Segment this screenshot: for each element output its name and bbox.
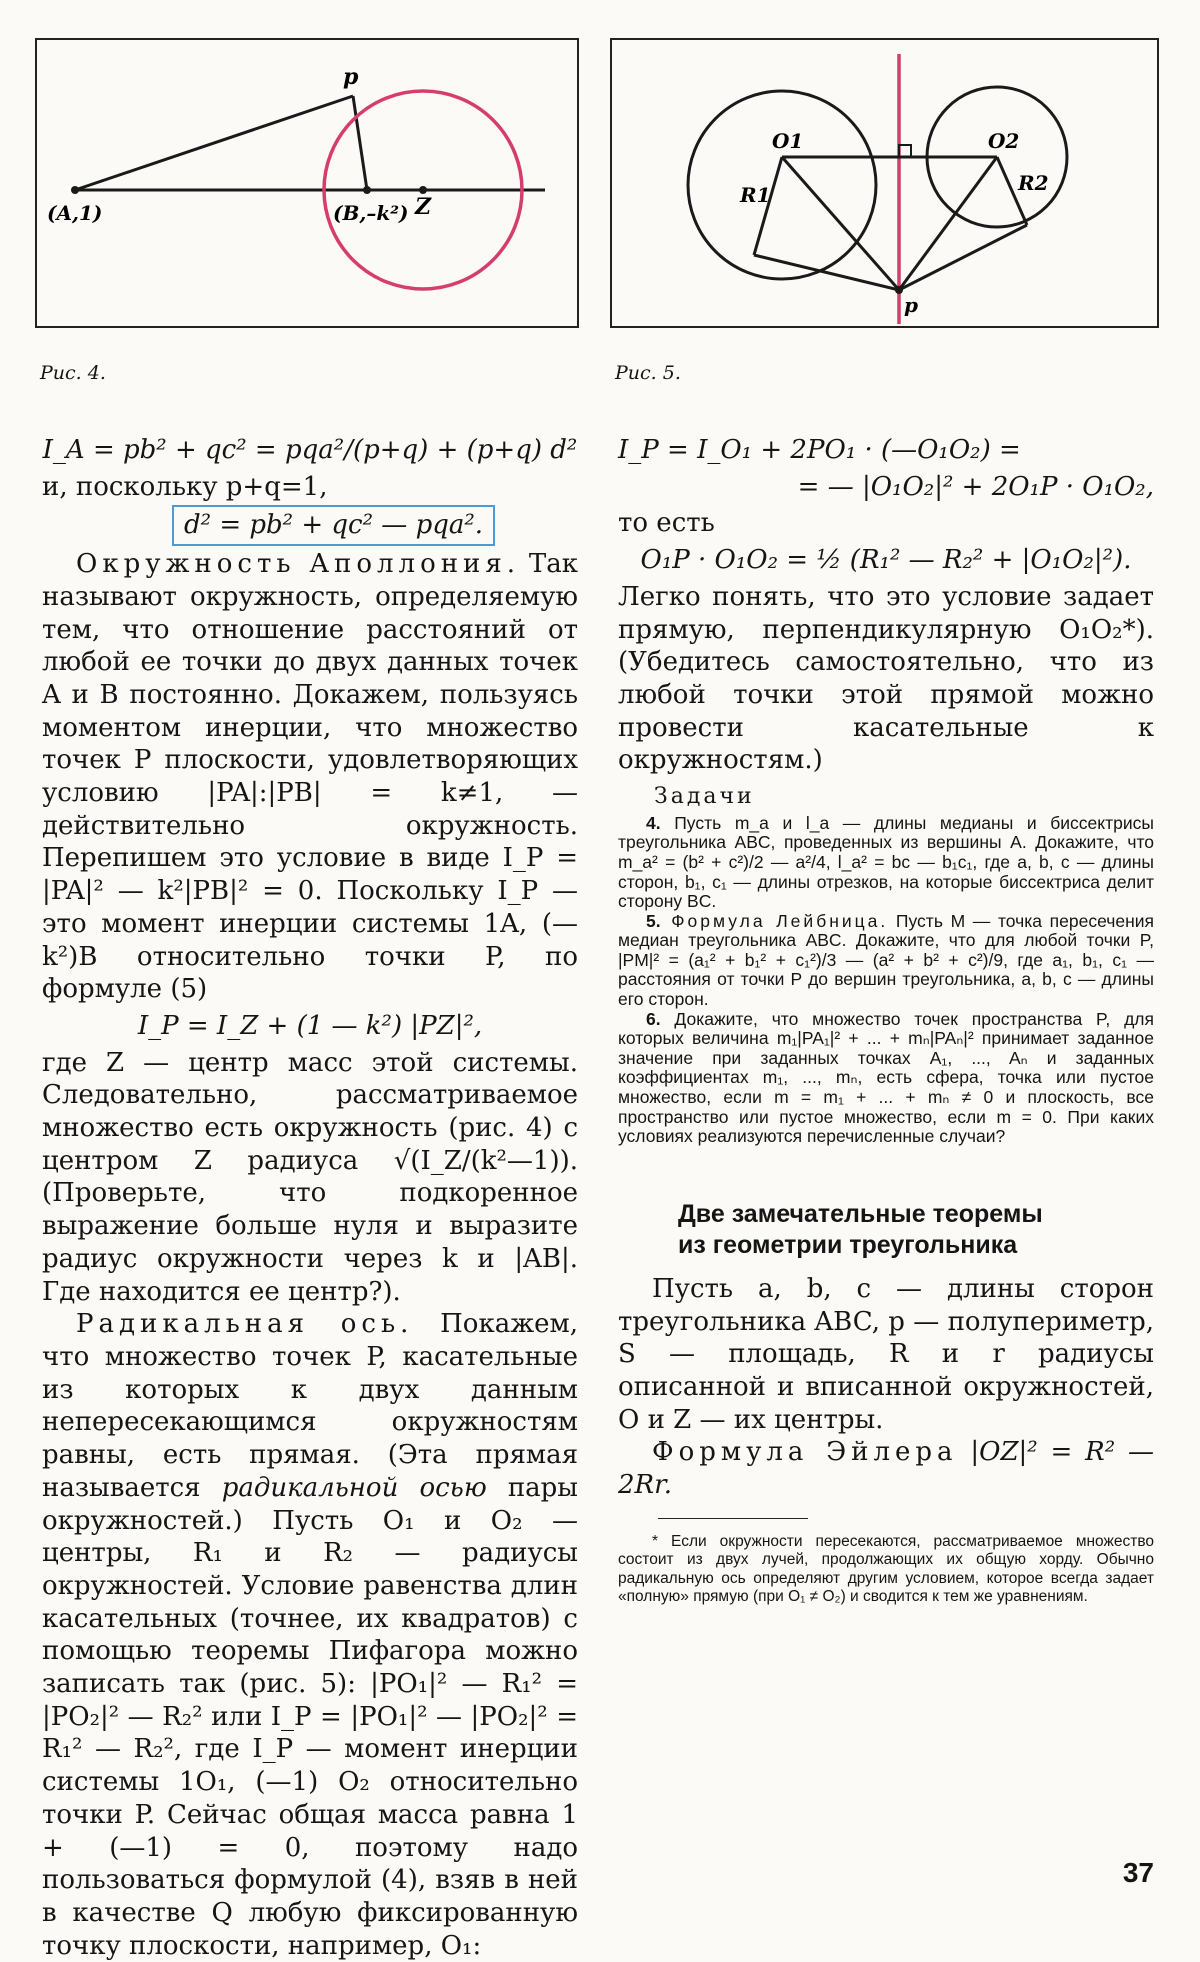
point-b xyxy=(363,186,371,194)
circle-o1 xyxy=(688,91,876,279)
segment-po1 xyxy=(782,157,899,290)
figure-5 xyxy=(610,38,1159,328)
apollonius-title: Окружность Аполлония. xyxy=(76,549,521,580)
page-number: 37 xyxy=(1122,1857,1154,1888)
equation-ip: I_P = I_Z + (1 — k²) |PZ|², xyxy=(137,1010,483,1041)
task-5-number: 5. xyxy=(646,910,661,931)
paragraph-apollonius xyxy=(42,548,578,1006)
apollonius-text: Так называют окружность, определяемую тем, что отношение расстояний от любой ее точки до двух данных точек A и B постоянно. Докажем, пользуясь моментом инерции, что множество точек P плоскости, удовлетворяющих условию |PA|:|PB| = k≠1, — действительно окружность. Перепишем это условие в виде I_P = |PA|² — k²|PB|² = 0. Поскольку I_P — это момент инерции системы 1A, (—k²)B относительно точки P, по формуле (5) xyxy=(42,549,578,1005)
footnote-rule xyxy=(658,1518,808,1519)
task-5 xyxy=(618,912,1154,1010)
figure-5-caption: Рис. 5. xyxy=(615,362,681,384)
footnote: * Если окружности пересекаются, рассматриваемое множество состоит из двух лучей, продолжающих их общую хорду. Обычно радикальную ось определяют другим условием, которое всегда задает «полную» прямую (при O₁ ≠ O₂) и сводится к тем же уравнениям. xyxy=(618,1532,1154,1606)
euler-formula: |OZ|² = R² — 2Rr. xyxy=(618,1437,1154,1501)
label-bk: (B,–k²) xyxy=(333,201,409,225)
equation-dot-product: O₁P · O₁O₂ = ½ (R₁² — R₂² + |O₁O₂|²). xyxy=(640,545,1132,576)
left-column xyxy=(42,430,578,1962)
figure-4-drawing xyxy=(37,40,577,326)
section-heading-line-2: из геометрии треугольника xyxy=(678,1230,1018,1259)
section-heading-line-1: Две замечательные теоремы xyxy=(678,1199,1043,1228)
radical-italic: радикальной осью xyxy=(221,1472,487,1503)
segment-po2 xyxy=(899,157,997,290)
label-r2: R2 xyxy=(1018,171,1049,195)
figure-5-drawing xyxy=(612,40,1157,326)
section-heading xyxy=(678,1199,1154,1261)
paragraph-radical-axis xyxy=(42,1308,578,1962)
tangent-1 xyxy=(754,255,899,290)
label-z: Z xyxy=(415,194,432,220)
radical-text-1: Покажем, что множество точек P, касательные из которых к двух данным непересекающимся окружностям равны, есть прямая. (Эта прямая называется xyxy=(42,1309,578,1503)
tangent-2 xyxy=(899,225,1027,290)
point-z xyxy=(419,186,427,194)
paragraph-center: где Z — центр масс этой системы. Следовательно, рассматриваемое множество есть окружность (рис. 4) с центром Z радиуса √(I_Z/(k²—1)). (Проверьте, что подкоренное выражение больше нуля и выразите радиус окружности через k и |AB|. Где находится ее центр?). xyxy=(42,1047,578,1307)
boxed-equation: d² = pb² + qc² — pqa². xyxy=(172,505,495,546)
paragraph-since: и, поскольку p+q=1, xyxy=(42,471,328,502)
equation-ia: I_A = pb² + qc² = pqa²/(p+q) + (p+q) d² xyxy=(42,435,578,465)
tasks-title: Задачи xyxy=(654,784,755,810)
task-4-text: Пусть m_a и l_a — длины медианы и биссектрисы треугольника ABC, проведенных из вершины A. Докажите, что m_a² = (b² + c²)/2 — a²/4, l_a² = bc — b₁c₁, где a, b, c — длины сторон, b₁, c₁ — длины отрезков, на которые биссектриса делит сторону BC. xyxy=(618,812,1154,912)
task-5-text: Пусть M — точка пересечения медиан треугольника ABC. Докажите, что для любой точки P, |PM|² = (a₁² + b₁² + c₁²)/3 — (a² + b² + c²)/9, где a₁, b₁, c₁ — расстояния от точки P до вершин треугольника, a, b, c — длины его сторон. xyxy=(618,910,1154,1010)
label-o2: O2 xyxy=(988,129,1020,153)
paragraph-easy: Легко понять, что это условие задает прямую, перпендикулярную O₁O₂*). (Убедитесь самостоятельно, что из любой точки этой прямой можно провести касательные к окружностям.) xyxy=(618,581,1154,776)
task-5-name: Формула Лейбница. xyxy=(660,910,889,931)
task-6-number: 6. xyxy=(646,1008,661,1029)
paragraph-intro: Пусть a, b, c — длины сторон треугольника ABC, p — полупериметр, S — площадь, R и r радиусы описанной и вписанной окружностей, O и Z — их центры. xyxy=(618,1273,1154,1435)
label-r1: R1 xyxy=(740,183,771,207)
right-column xyxy=(618,430,1154,1607)
radical-text-2: пары окружностей.) Пусть O₁ и O₂ — центры, R₁ и R₂ — радиусы окружностей. Условие равенства длин касательных (точнее, их квадратов) с помощью теоремы Пифагора можно записать так (рис. 5): |PO₁|² — R₁² = |PO₂|² — R₂² или I_P = |PO₁|² — |PO₂|² = R₁² — R₂², где I_P — момент инерции системы 1O₁, (—1) O₂ относительно точки P. Сейчас общая масса равна 1 + (—1) = 0, поэтому надо пользоваться формулой (4), взяв в ней в качестве Q любую фиксированную точку плоскости, например, O₁: xyxy=(42,1472,579,1961)
task-6 xyxy=(618,1010,1154,1147)
equation-ip-1: I_P = I_O₁ + 2PO₁ · (—O₁O₂) = xyxy=(618,435,1021,465)
equation-ip-2: = — |O₁O₂|² + 2O₁P · O₁O₂, xyxy=(797,471,1154,502)
segment-ap xyxy=(75,96,353,190)
paragraph-euler xyxy=(618,1436,1154,1501)
euler-title: Формула Эйлера xyxy=(652,1437,958,1468)
figure-4 xyxy=(35,38,579,328)
point-a xyxy=(71,186,79,194)
paragraph-thatis: то есть xyxy=(618,508,715,539)
label-p: p xyxy=(904,293,918,317)
figure-4-caption: Рис. 4. xyxy=(40,362,106,384)
label-a1: (A,1) xyxy=(47,201,103,225)
label-p: p xyxy=(343,64,359,90)
point-p xyxy=(895,286,903,294)
right-angle-mark xyxy=(899,145,911,157)
task-6-text: Докажите, что множество точек пространства P, для которых величина m₁|PA₁|² + ... + mₙ|PAₙ|² принимает заданное значение при заданных точках A₁, ..., Aₙ и заданных коэффициентах m₁, ..., mₙ, есть сфера, точка или пустое множество, если m = m₁ + ... + mₙ ≠ 0 и плоскость, все пространство или пустое множество, если m = 0. При каких условиях реализуются перечисленные случаи? xyxy=(618,1008,1154,1147)
label-o1: O1 xyxy=(772,129,804,153)
task-4 xyxy=(618,814,1154,912)
radical-title: Радикальная ось. xyxy=(76,1309,414,1340)
task-4-number: 4. xyxy=(646,812,661,833)
